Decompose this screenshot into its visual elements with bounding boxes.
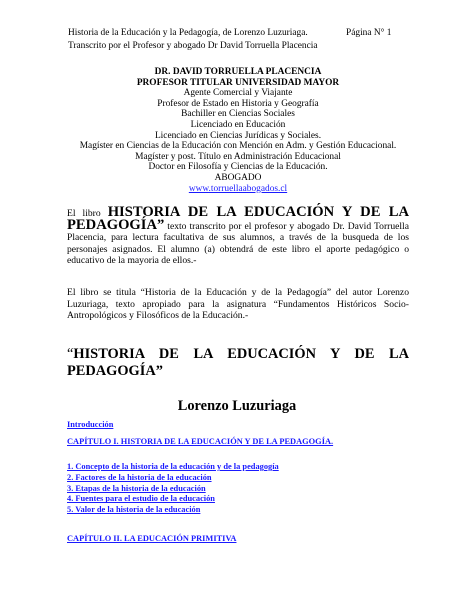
toc-link-section[interactable]: 4. Fuentes para el estudio de la educación — [67, 494, 215, 504]
credential-line: Bachiller en Ciencias Sociales — [181, 109, 295, 120]
toc-link-section[interactable]: 1. Concepto de la historia de la educación y de la pedagogía — [67, 462, 279, 471]
title-text: HISTORIA DE LA EDUCACIÓN Y DE LA PEDAGOGÍA” — [67, 346, 409, 380]
book-author: Lorenzo Luzuriaga — [177, 398, 297, 414]
toc-link-introduccion[interactable]: Introducción — [67, 420, 114, 429]
toc-link-section[interactable]: 2. Factores de la historia de la educación — [67, 472, 212, 482]
toc-link-chapter-1[interactable]: CAPÍTULO I. HISTORIA DE LA EDUCACIÓN Y DE LA PEDAGOGÍA. — [67, 437, 334, 446]
credential-line: Profesor de Estado en Historia y Geografía — [157, 98, 319, 109]
second-paragraph: El libro se titula “Historia de la Educación y de la Pedagogía” del autor Lorenzo Luzuriaga, texto apropiado para la asignatura “Fundamentos Históricos Socio-Antropológicos y Filosóficos de la Educación.- — [67, 287, 409, 322]
running-header-transcriber: Transcrito por el Profesor y abogado Dr David Torruella Placencia — [68, 41, 318, 51]
credential-line: Magíster y post. Título en Administración Educacional — [135, 151, 341, 162]
credential-line: ABOGADO — [214, 172, 262, 183]
book-title-heading — [67, 346, 409, 380]
toc-link-section[interactable]: 5. Valor de la historia de la educación — [67, 505, 201, 515]
credential-title: PROFESOR TITULAR UNIVERSIDAD MAYOR — [136, 77, 340, 88]
title-open-quote: “ — [67, 346, 74, 362]
intro-book-title: HISTORIA DE LA EDUCACIÓN Y DE LA PEDAGOGÍA” — [67, 204, 409, 233]
intro-lead: El libro — [67, 208, 108, 219]
credential-line: Agente Comercial y Viajante — [183, 88, 293, 99]
header-title-text: Historia de la Educación y la Pedagogía, de Lorenzo Luzuriaga. — [68, 28, 308, 38]
running-header-title — [68, 28, 392, 38]
intro-paragraph — [67, 204, 409, 267]
toc-section-list — [67, 462, 279, 516]
intro-rest: texto transcrito por el profesor y abogado Dr. David Torruella Placencia, para lectura facultativa de sus alumnos, a través de la busqueda de los personajes asignados. El alumno (a) obtendrá de este libro el aporte pedagógico o educativo de la mayoria de ellos.- — [67, 220, 409, 267]
website-link[interactable]: www.torruellaabogados.cl — [188, 183, 288, 194]
credential-line: Magíster en Ciencias de la Educación con Mención en Adm. y Gestión Educacional. — [79, 141, 397, 152]
credential-line: Licenciado en Ciencias Jurídicas y Sociales. — [154, 130, 322, 141]
toc-link-section[interactable]: 3. Etapas de la historia de la educación — [67, 483, 206, 493]
credential-line: Licenciado en Educación — [190, 119, 286, 130]
credential-name: DR. DAVID TORRUELLA PLACENCIA — [154, 67, 322, 77]
page-number: Página N° 1 — [346, 28, 392, 38]
credential-line: Doctor en Filosofía y Ciencias de la Educación. — [148, 162, 328, 173]
toc-link-chapter-2[interactable]: CAPÍTULO II. LA EDUCACIÓN PRIMITIVA — [67, 534, 237, 543]
author-credentials-block — [66, 67, 410, 194]
